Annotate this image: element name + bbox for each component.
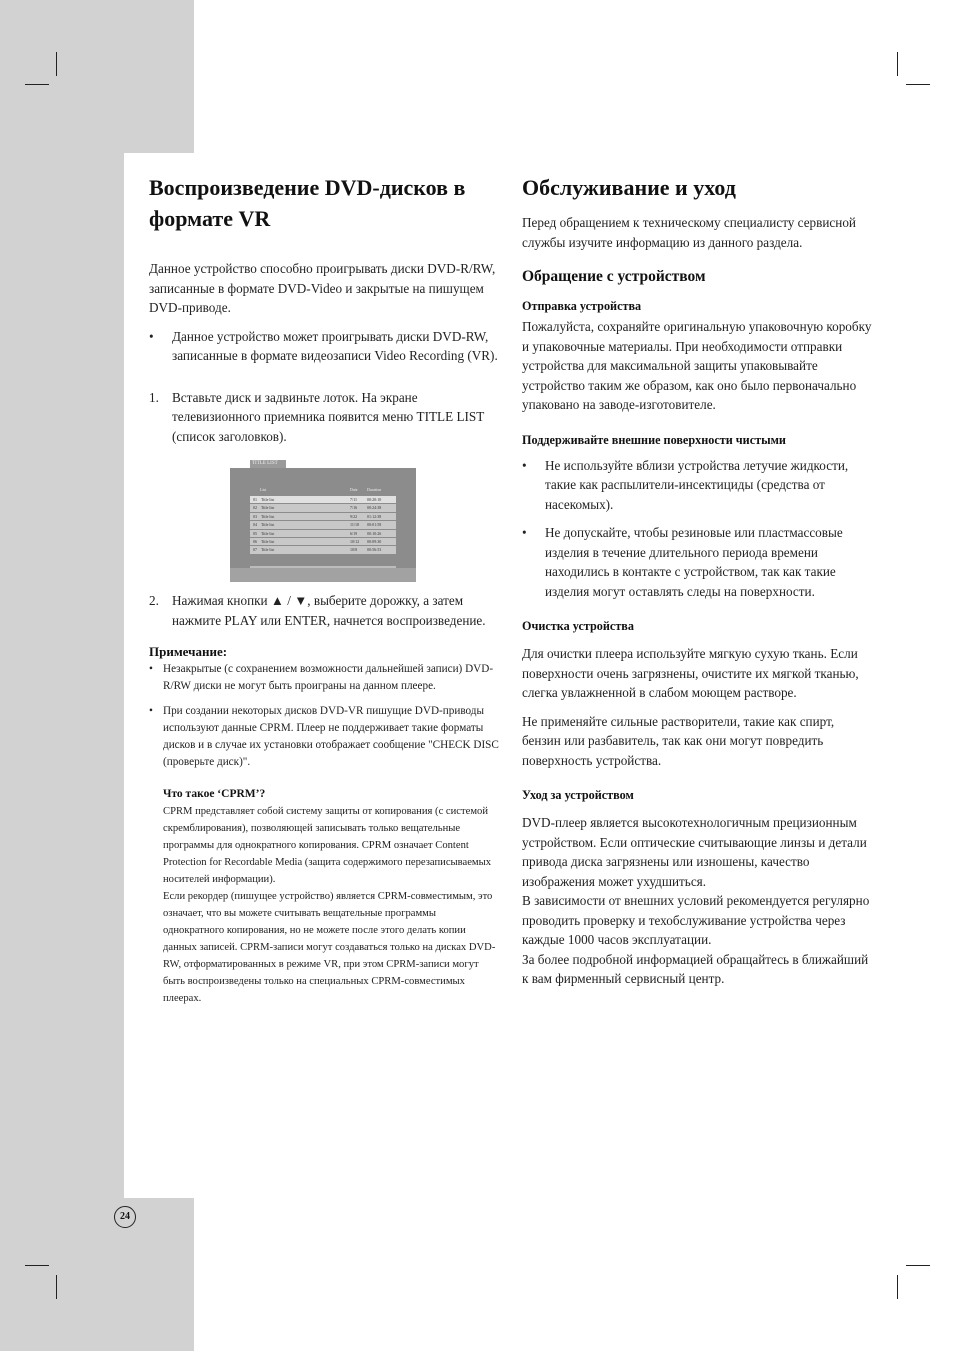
row-no: 02 [253,505,257,511]
title-list-screen [230,460,416,582]
cleaning-text: Не применяйте сильные растворители, такие как спирт, бензин или разбавитель, так как они могут повредить поверхность устройства. [522,713,835,768]
row-name: Title list [261,530,275,536]
row-no: 05 [253,530,257,536]
page-margin-bottom [0,1198,194,1351]
screen-background [230,468,416,576]
crop-mark [897,52,898,76]
header-list: List [260,487,267,492]
intro-paragraph: Данное устройство способно проигрывать диски DVD-R/RW, записанные в формате DVD-Video и закрытые на пишущем DVD-приводе. [149,261,496,315]
step-number: 2. [149,593,159,608]
row-date: 7/11 [350,497,357,502]
screen-footer [230,568,416,582]
table-row[interactable] [250,530,396,537]
bullet-text: Не допускайте, чтобы резиновые или пластмассовые изделия в течение длительного периода времени находились в контакте с устройством, так как такие изделия могут оставлять следы на поверхности. [545,525,843,599]
header-date: Date [350,487,358,492]
crop-mark [906,1265,930,1266]
row-date: 11/18 [350,522,359,528]
page-margin-left [0,153,124,1198]
list-header [252,487,392,493]
heading-surfaces: Поддерживайте внешние поверхности чистыми [522,432,786,447]
bullet-text: Данное устройство может проигрывать диски DVD-RW, записанные в формате видеозаписи Video Recording (VR). [172,328,498,363]
cleaning-text: Для очистки плеера используйте мягкую сухую ткань. Если поверхности очень загрязнены, очистите их мягкой тканью, слегка увлажненной в слабом моющем растворе. [522,646,859,700]
row-duration: 00:01:58 [367,522,382,528]
crop-mark [897,1275,898,1299]
row-name: Title list [261,513,275,519]
note-text: При создании некоторых дисков DVD-VR пишущие DVD-приводы используют данные CPRM. Плеер не поддерживает такие форматы дисков и в случае их установки отображает сообщение "CHECK DISC (проверьте диск)". [163,705,499,768]
crop-mark [906,84,930,85]
bullet-dot: • [149,705,153,717]
table-row[interactable] [250,521,396,528]
care-text: DVD-плеер является высокотехнологичным прецизионным устройством. Если оптические считывающие линзы и детали привода диска загрязнены или изношены, качество изображения может ухудшиться. [522,815,867,889]
row-date: 6/19 [350,530,358,536]
cprm-text: Если рекордер (пишущее устройство) является CPRM-совместимым, это означает, что вы можете считывать вещательные программы однократного копирования, но не можете после этого делать копии данных записей. CPRM-записи могут создаваться только на дисках DVD-RW, отформатированных в режиме VR, при этом CPRM-записи могут быть воспроизведены только на специальных CPRM-совместимых плеерах. [163,891,496,1004]
row-duration: 00:24:38 [367,505,382,511]
bullet-dot: • [522,525,527,540]
row-no: 01 [253,497,257,502]
crop-mark [25,84,49,85]
page-margin-top [0,0,194,153]
cprm-text: CPRM представляет собой систему защиты от копирования (с системой скремблирования), позволяющей записывать только вещательные программы для однократного копирования. CPRM означает Content Protection for Recordable Media (защита содержимого перезаписываемых носителей информации). [163,806,492,885]
shipping-text: Пожалуйста, сохраняйте оригинальную упаковочную коробку и упаковочные материалы. При необходимости отправки устройства для максимальной защиты упаковывайте устройство таким же образом, как оно было первоначально упаковано на заводе-изготовителе. [522,319,872,412]
row-duration: 00:56:53 [367,547,382,553]
row-date: 7/16 [350,505,358,511]
step-2 [149,591,499,630]
table-row[interactable] [250,504,396,511]
crop-mark [56,52,57,76]
row-date: 10/12 [350,538,360,544]
crop-mark [56,1275,57,1299]
page-number: 24 [114,1206,136,1228]
row-name: Title list [261,538,275,544]
bullet-dot: • [149,663,153,675]
row-name: Title list [261,505,275,511]
row-duration: 00:20:10 [367,497,382,502]
row-date: 10/8 [350,547,358,553]
screen-tab: TITLE LIST [250,460,286,468]
table-row[interactable] [250,513,396,520]
row-no: 07 [253,547,257,553]
table-row[interactable] [250,546,396,553]
step-1 [149,388,499,447]
note-text: Незакрытые (с сохранением возможности дальнейшей записи) DVD-R/RW диски не могут быть проиграны на данном плеере. [163,663,494,692]
heading-cleaning: Очистка устройства [522,619,634,633]
step-number: 1. [149,389,159,405]
section-title-maintenance: Обслуживание и уход [522,175,736,200]
bullet-dot: • [149,328,154,344]
left-column [149,172,499,1007]
crop-mark [25,1265,49,1266]
note-label: Примечание: [149,644,228,659]
row-name: Title list [261,547,275,553]
bullet-text: Не используйте вблизи устройства летучие жидкости, такие как распылители-инсектициды (средства от насекомых). [545,457,849,512]
row-duration: 00:09:30 [367,538,382,544]
cprm-box [163,785,499,1007]
care-text: В зависимости от внешних условий рекомендуется регулярно проводить проверку и техобслуживание устройства через каждые 1000 часов эксплуатации. [522,893,870,947]
bullet-item [522,456,874,515]
note-item [149,661,499,695]
row-name: Title list [261,497,275,502]
heading-shipping: Отправка устройства [522,299,642,313]
row-no: 06 [253,538,257,544]
table-row[interactable] [250,538,396,545]
step-text: Вставьте диск и задвиньте лоток. На экране телевизионного приемника появится меню TITLE LIST (список заголовков). [172,389,485,444]
header-duration: Duration [367,487,382,492]
bullet-item [149,327,499,366]
heading-care: Уход за устройством [522,788,634,802]
row-no: 04 [253,522,257,528]
row-no: 03 [253,513,257,519]
row-date: 9/22 [350,513,358,519]
row-duration: 01:12:38 [367,513,382,519]
care-text: За более подробной информацией обращайтесь в ближайший к вам фирменный сервисный центр. [522,951,869,986]
right-column [522,172,874,989]
intro-paragraph: Перед обращением к техническому специалисту сервисной службы изучите информацию из данного раздела. [522,215,856,250]
step-text: Нажимая кнопки ▲ / ▼, выберите дорожку, а затем нажмите PLAY или ENTER, начнется воспроизведение. [172,593,486,628]
row-name: Title list [261,522,275,528]
note-item [149,703,499,771]
subsection-title: Обращение с устройством [522,268,706,285]
title-rows [250,496,396,555]
bullet-dot: • [522,457,527,473]
section-title-vr: Воспроизведение DVD-дисков в формате VR [149,175,466,231]
bullet-item [522,523,874,601]
row-duration: 00:10:26 [367,530,382,536]
table-row[interactable] [250,496,396,503]
cprm-title: Что такое ‘CPRM’? [163,788,266,800]
